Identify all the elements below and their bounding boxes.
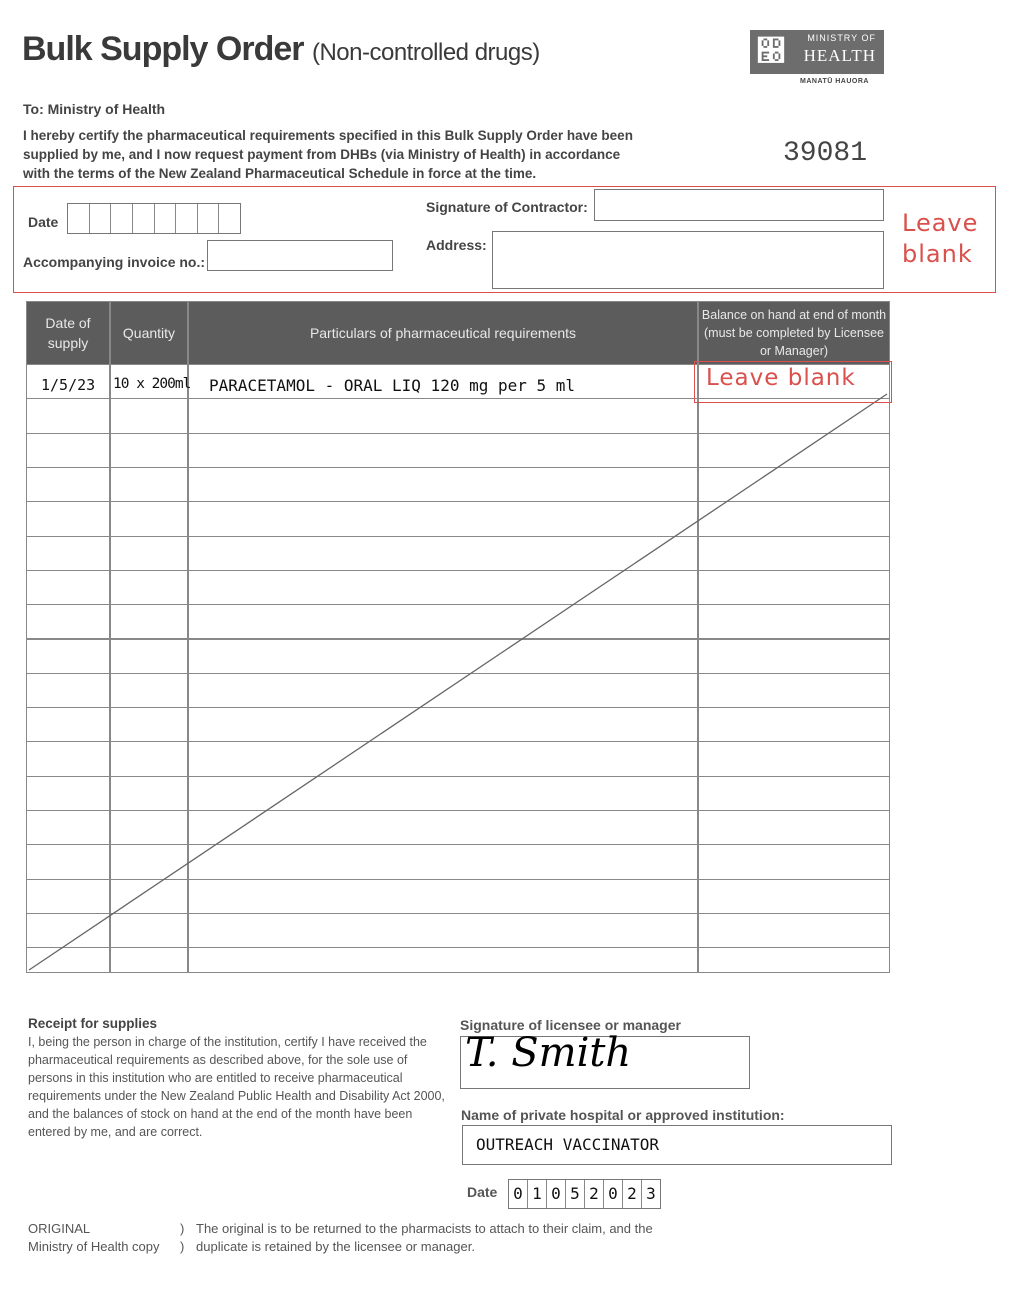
col-header-particulars: Particulars of pharmaceutical requirements — [189, 302, 697, 364]
form-subtitle: (Non-controlled drugs) — [311, 39, 540, 66]
col-header-date: Date of supply — [27, 302, 109, 364]
date-label: Date — [28, 214, 59, 230]
contractor-signature-label: Signature of Contractor: — [426, 199, 588, 215]
date-digit: 0 — [604, 1180, 623, 1208]
row1-particulars[interactable]: PARACETAMOL - ORAL LIQ 120 mg per 5 ml — [209, 376, 576, 395]
addressee: To: Ministry of Health — [23, 101, 166, 117]
leave-blank-note: Leave blank — [902, 209, 979, 268]
licensee-signature-label: Signature of licensee or manager — [460, 1017, 681, 1033]
receipt-date-label: Date — [467, 1184, 498, 1200]
date-digit: 0 — [547, 1180, 566, 1208]
ministry-logo — [750, 30, 884, 74]
contractor-date-field[interactable] — [67, 203, 241, 234]
date-digit: 1 — [528, 1180, 547, 1208]
footer-note — [196, 1220, 653, 1256]
invoice-label: Accompanying invoice no.: — [23, 254, 206, 270]
institution-value: OUTREACH VACCINATOR — [476, 1135, 660, 1154]
form-title-main: Bulk Supply Order — [22, 30, 304, 68]
date-digit: 2 — [623, 1180, 642, 1208]
receipt-date-field[interactable] — [508, 1179, 661, 1209]
copy-line1: ORIGINAL — [28, 1221, 91, 1236]
footer-bracket: ) ) — [180, 1221, 185, 1254]
receipt-section — [28, 1015, 453, 1141]
footer-note-line1: The original is to be returned to the pharmacists to attach to their claim, and the — [196, 1221, 653, 1236]
receipt-text: I, being the person in charge of the institution, certify I have received the pharmaceutical requirements as described above, for the sole use of persons in this institution who are entitled to receive pharmaceutical requirements under the New Zealand Public Health and Disability Act 2000, and the balances of stock on hand at the end of the month have been entered by me, and are correct. — [28, 1035, 445, 1139]
address-label: Address: — [426, 237, 487, 253]
balance-leave-blank-note: Leave blank — [706, 365, 856, 391]
footer-note-line2: duplicate is retained by the licensee or manager. — [196, 1239, 475, 1254]
date-digit: 2 — [585, 1180, 604, 1208]
row1-quantity[interactable]: 10 x 200ml — [113, 376, 191, 392]
licensee-signature: T. Smith — [465, 1030, 632, 1076]
address-field[interactable] — [492, 231, 884, 289]
koru-logo-icon: ෠ — [756, 35, 786, 68]
receipt-heading: Receipt for supplies — [28, 1016, 158, 1031]
copy-designation — [28, 1220, 160, 1256]
contractor-signature-field[interactable] — [594, 189, 884, 221]
col-header-quantity: Quantity — [111, 302, 187, 364]
certification-text: I hereby certify the pharmaceutical requirements specified in this Bulk Supply Order have been supplied by me, and I now request payment from DHBs (via Ministry of Health) in accordance with the terms of the New Zealand Pharmaceutical Schedule in force at the time. — [23, 128, 633, 181]
date-digit: 3 — [646, 1184, 656, 1203]
logo-line1: MINISTRY OF — [807, 33, 876, 43]
logo-tagline: MANATŪ HAUORA — [800, 78, 869, 85]
row1-date[interactable]: 1/5/23 — [41, 376, 96, 394]
form-title — [22, 30, 540, 69]
date-digit: 5 — [566, 1180, 585, 1208]
serial-number: 39081 — [783, 138, 868, 169]
logo-line2: HEALTH — [803, 46, 876, 65]
copy-line2: Ministry of Health copy — [28, 1239, 160, 1254]
date-digit: 0 — [509, 1180, 528, 1208]
col-header-balance: Balance on hand at end of month (must be completed by Licensee or Manager) — [699, 302, 889, 364]
institution-label: Name of private hospital or approved institution: — [461, 1107, 785, 1123]
invoice-number-field[interactable] — [207, 240, 393, 271]
